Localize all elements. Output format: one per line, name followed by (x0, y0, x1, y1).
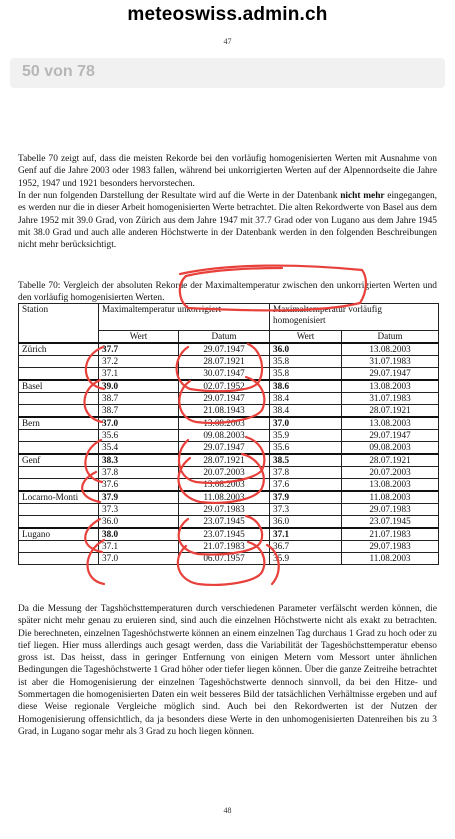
u-datum-cell: 09.08.2003 (179, 430, 270, 442)
station-name: Zürich (19, 343, 99, 356)
h-wert-cell: 38.5 (270, 454, 342, 467)
u-datum-cell: 29.07.1947 (179, 442, 270, 455)
body-paragraph: Da die Messung der Tagshöchsttemperaturen durch verschiedenen Parameter verfälscht werden können, die später nicht mehr genau zu eruieren sind, sind auch die einzelnen Höchstwerte nicht als exakt zu betrachten. Die berechneten, einzelnen Tageshöchstwerte können an einem einzelnen Tag durchaus 1 Grad zu hoch oder zu tief liegen. Hier muss allerdings auch gesagt werden, dass die Variabilität der Tageshöchsttemperatur ebenso gross ist. Das heisst, dass in geringer Entfernung von einigen Metern vom Messort unter ähnlichen Bedingungen die Tageshöchstwerte 1 Grad höher oder tiefer liegen können. Über die ganze Zeitreihe betrachtet ist aber die Homogenisierung der einzelnen Tageshöchstwerte dennoch sinnvoll, da bei den Hitze- und Sommertagen die homogenisierten Daten ein weit besseres Bild der tatsächlichen Verhältnisse ergeben und auf diese Weise regionale Vergleiche möglich sind. Auch bei den Rekordwerten ist der Nutzen der Homogenisierung offensichtlich, da ja besonders diese Werte in den unhomogenisierten Datenreihen bis zu 3 Grad, in Lugano sogar mehr als 3 Grad zu hoch liegen können. (18, 604, 437, 737)
table-row (19, 516, 439, 529)
page-indicator-label: 50 von 78 (22, 63, 95, 80)
u-datum-cell: 13.08.2003 (179, 479, 270, 492)
station-name (19, 479, 99, 492)
subheader-h-wert: Wert (270, 331, 342, 344)
h-wert-cell: 35.8 (270, 368, 342, 381)
h-datum-cell: 29.07.1947 (342, 368, 439, 381)
subheader-u-datum: Datum (179, 331, 270, 344)
h-datum-cell: 11.08.2003 (342, 553, 439, 565)
h-wert-cell: 37.8 (270, 467, 342, 479)
table-caption: Tabelle 70: Vergleich der absoluten Rekorde der Maximaltemperatur zwischen den unkorrigierten Werten und den vorläufig homogenisierten Werten. (18, 281, 437, 303)
h-datum-cell: 09.08.2003 (342, 442, 439, 455)
table-row (19, 491, 439, 504)
header-station: Station (19, 304, 99, 344)
header-unkorrigiert: Maximaltemperatur unkorrigiert (99, 304, 270, 331)
h-datum-cell: 13.08.2003 (342, 380, 439, 393)
intro-paragraph-2-a: In der nun folgenden Darstellung der Resultate wird auf die Werte in der Datenbank (18, 191, 341, 201)
u-datum-cell: 23.07.1945 (179, 528, 270, 541)
h-wert-cell: 37.1 (270, 528, 342, 541)
u-datum-cell: 23.07.1945 (179, 516, 270, 529)
u-datum-cell: 29.07.1947 (179, 393, 270, 405)
page-number-bottom: 48 (223, 806, 232, 815)
station-name (19, 467, 99, 479)
table-row (19, 405, 439, 418)
u-wert-cell: 36.0 (99, 516, 179, 529)
station-name (19, 356, 99, 368)
station-name (19, 504, 99, 516)
station-name (19, 368, 99, 381)
h-wert-cell: 35.8 (270, 356, 342, 368)
intro-paragraph-2-bold: nicht mehr (340, 191, 385, 201)
intro-paragraph-2 (18, 190, 437, 251)
h-datum-cell: 28.07.1921 (342, 454, 439, 467)
h-datum-cell: 11.08.2003 (342, 491, 439, 504)
h-wert-cell: 37.3 (270, 504, 342, 516)
h-wert-cell: 36.0 (270, 343, 342, 356)
h-datum-cell: 29.07.1947 (342, 430, 439, 442)
header-homogenisiert: Maximaltemperatur vorläufig homogenisiert (270, 304, 439, 331)
page-number-top: 47 (223, 37, 232, 46)
h-datum-cell: 21.07.1983 (342, 528, 439, 541)
u-wert-cell: 38.7 (99, 393, 179, 405)
u-wert-cell: 38.7 (99, 405, 179, 418)
table-row (19, 393, 439, 405)
u-datum-cell: 11.08.2003 (179, 491, 270, 504)
station-name (19, 430, 99, 442)
u-datum-cell: 29.07.1947 (179, 343, 270, 356)
u-datum-cell: 06.07.1957 (179, 553, 270, 565)
h-wert-cell: 37.6 (270, 479, 342, 492)
page-indicator (10, 58, 445, 88)
h-datum-cell: 13.08.2003 (342, 417, 439, 430)
u-wert-cell: 37.0 (99, 417, 179, 430)
h-wert-cell: 35.9 (270, 430, 342, 442)
station-name (19, 405, 99, 418)
h-wert-cell: 36.7 (270, 541, 342, 553)
station-name (19, 516, 99, 529)
h-datum-cell: 28.07.1921 (342, 405, 439, 418)
u-wert-cell: 37.3 (99, 504, 179, 516)
station-name: Locarno-Monti (19, 491, 99, 504)
table-row (19, 442, 439, 455)
u-datum-cell: 30.07.1947 (179, 368, 270, 381)
h-wert-cell: 38.4 (270, 405, 342, 418)
u-wert-cell: 35.6 (99, 430, 179, 442)
h-datum-cell: 20.07.2003 (342, 467, 439, 479)
h-datum-cell: 13.08.2003 (342, 343, 439, 356)
u-wert-cell: 37.9 (99, 491, 179, 504)
station-name: Basel (19, 380, 99, 393)
h-wert-cell: 35.9 (270, 553, 342, 565)
u-wert-cell: 37.1 (99, 541, 179, 553)
table-row (19, 528, 439, 541)
site-url[interactable]: meteoswiss.admin.ch (127, 4, 328, 25)
h-wert-cell: 37.0 (270, 417, 342, 430)
table-row (19, 467, 439, 479)
u-wert-cell: 38.0 (99, 528, 179, 541)
u-datum-cell: 21.07.1983 (179, 541, 270, 553)
u-wert-cell: 37.7 (99, 343, 179, 356)
table-row (19, 343, 439, 356)
browser-address-bar[interactable] (0, 0, 455, 30)
u-wert-cell: 37.0 (99, 553, 179, 565)
table-row (19, 368, 439, 381)
station-name (19, 442, 99, 455)
h-wert-cell: 38.6 (270, 380, 342, 393)
station-name (19, 541, 99, 553)
h-wert-cell: 38.4 (270, 393, 342, 405)
records-table (18, 303, 439, 565)
table-row (19, 356, 439, 368)
station-name: Genf (19, 454, 99, 467)
station-name (19, 553, 99, 565)
u-wert-cell: 35.4 (99, 442, 179, 455)
table-row (19, 504, 439, 516)
u-wert-cell: 37.6 (99, 479, 179, 492)
station-name: Lugano (19, 528, 99, 541)
station-name: Bern (19, 417, 99, 430)
intro-paragraph-2-b: eingegangen, es werden nur die in dieser Arbeit homogenisierten Werte betrachtet. Die alten Rekordwerte von Basel aus dem Jahre 1952 mit 39.0 Grad, von Zürich aus dem Jahre 1947 mit 37.7 Grad oder von Lugano aus dem Jahre 1945 mit 38.0 Grad und auch alle anderen Höchstwerte in der Datenbank werden in den folgenden Beschreibungen nicht mehr berücksichtigt. (18, 191, 437, 251)
subheader-u-wert: Wert (99, 331, 179, 344)
u-wert-cell: 37.1 (99, 368, 179, 381)
table-row (19, 479, 439, 492)
u-datum-cell: 29.07.1983 (179, 504, 270, 516)
u-datum-cell: 21.08.1943 (179, 405, 270, 418)
u-datum-cell: 20.07.2003 (179, 467, 270, 479)
u-wert-cell: 38.3 (99, 454, 179, 467)
u-datum-cell: 28.07.1921 (179, 454, 270, 467)
h-wert-cell: 35.6 (270, 442, 342, 455)
subheader-h-datum: Datum (342, 331, 439, 344)
u-datum-cell: 13.08.2003 (179, 417, 270, 430)
h-datum-cell: 23.07.1945 (342, 516, 439, 529)
h-wert-cell: 37.9 (270, 491, 342, 504)
h-wert-cell: 36.0 (270, 516, 342, 529)
table-row (19, 541, 439, 553)
u-wert-cell: 37.8 (99, 467, 179, 479)
table-row (19, 430, 439, 442)
intro-paragraph-1: Tabelle 70 zeigt auf, dass die meisten Rekorde bei den vorläufig homogenisierten Werten mit Ausnahme von Genf auf die Jahre 2003 oder 1983 fallen, während bei unkorrigierten Werten auf der Alpennordseite die Jahre 1952, 1947 und 1921 besonders hervorstechen. (18, 154, 437, 189)
station-name (19, 393, 99, 405)
h-datum-cell: 31.07.1983 (342, 356, 439, 368)
u-wert-cell: 37.2 (99, 356, 179, 368)
u-datum-cell: 28.07.1921 (179, 356, 270, 368)
table-row (19, 553, 439, 565)
h-datum-cell: 13.08.2003 (342, 479, 439, 492)
h-datum-cell: 29.07.1983 (342, 541, 439, 553)
table-row (19, 417, 439, 430)
h-datum-cell: 29.07.1983 (342, 504, 439, 516)
u-datum-cell: 02.07.1952 (179, 380, 270, 393)
h-datum-cell: 31.07.1983 (342, 393, 439, 405)
table-row (19, 454, 439, 467)
table-row (19, 380, 439, 393)
u-wert-cell: 39.0 (99, 380, 179, 393)
